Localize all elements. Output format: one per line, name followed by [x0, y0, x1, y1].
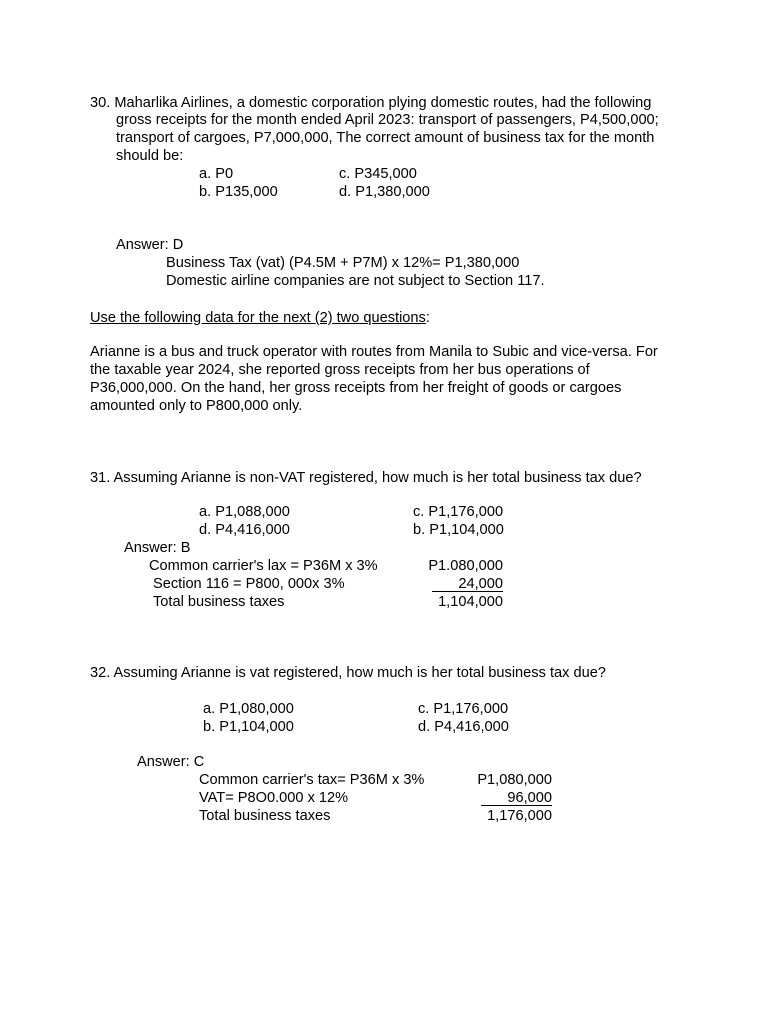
q30-choice-b: b. P135,000: [199, 184, 278, 200]
q32-choice-d: d. P4,416,000: [418, 719, 509, 735]
q32-row-2-label: VAT= P8O0.000 x 12%: [199, 790, 349, 806]
q30-line-3: transport of cargoes, P7,000,000, The correct amount of business tax for the month: [116, 130, 655, 146]
q32-row-2-amount: 96,000: [507, 790, 552, 806]
q31-row-1-amount: P1.080,000: [428, 558, 503, 574]
q31-sum-rule: [432, 591, 503, 592]
shared-heading-colon: :: [425, 310, 430, 326]
q32-row-3-amount: 1,176,000: [487, 808, 552, 824]
q31-row-1-label: Common carrier's lax = P36M x 3%: [149, 558, 378, 574]
q32-row-1-amount: P1,080,000: [477, 772, 552, 788]
q30-line-4: should be:: [116, 148, 184, 164]
q31-row-3-amount: 1,104,000: [438, 594, 503, 610]
q30-explanation-2: Domestic airline companies are not subject to Section 117.: [166, 273, 545, 289]
q30-line-1: 30. Maharlika Airlines, a domestic corporation plying domestic routes, had the following: [90, 95, 652, 111]
q32-answer: Answer: C: [137, 754, 205, 770]
q32-row-3-label: Total business taxes: [199, 808, 331, 824]
q32-sum-rule: [481, 805, 552, 806]
q31-choice-d: d. P4,416,000: [199, 522, 290, 538]
q32-row-1-label: Common carrier's tax= P36M x 3%: [199, 772, 425, 788]
q31-choice-a: a. P1,088,000: [199, 504, 290, 520]
shared-data-heading: [90, 309, 430, 327]
q30-choice-d: d. P1,380,000: [339, 184, 430, 200]
shared-paragraph-2: the taxable year 2024, she reported gross receipts from her bus operations of: [90, 362, 590, 378]
q31-answer: Answer: B: [124, 540, 191, 556]
q32-question: 32. Assuming Arianne is vat registered, how much is her total business tax due?: [90, 665, 606, 681]
q30-choice-a: a. P0: [199, 166, 234, 182]
q32-choice-a: a. P1,080,000: [203, 701, 294, 717]
q31-choice-c: c. P1,176,000: [413, 504, 504, 520]
q30-explanation-1: Business Tax (vat) (P4.5M + P7M) x 12%= P1,380,000: [166, 255, 520, 271]
q31-row-2-label: Section 116 = P800, 000x 3%: [153, 576, 345, 592]
q31-choice-b: b. P1,104,000: [413, 522, 504, 538]
q30-line-2: gross receipts for the month ended April 2023: transport of passengers, P4,500,000;: [116, 112, 659, 128]
q31-row-3-label: Total business taxes: [153, 594, 285, 610]
q32-choice-c: c. P1,176,000: [418, 701, 509, 717]
q30-answer: Answer: D: [116, 237, 184, 253]
q30-choice-c: c. P345,000: [339, 166, 417, 182]
q32-choice-b: b. P1,104,000: [203, 719, 294, 735]
shared-paragraph-4: amounted only to P800,000 only.: [90, 398, 303, 414]
shared-heading-text: Use the following data for the next (2) two questions: [90, 310, 426, 326]
q31-row-2-amount: 24,000: [458, 576, 503, 592]
shared-paragraph-1: Arianne is a bus and truck operator with routes from Manila to Subic and vice-versa. For: [90, 344, 658, 360]
shared-paragraph-3: P36,000,000. On the hand, her gross receipts from her freight of goods or cargoes: [90, 380, 622, 396]
q31-question: 31. Assuming Arianne is non-VAT registered, how much is her total business tax due?: [90, 470, 642, 486]
